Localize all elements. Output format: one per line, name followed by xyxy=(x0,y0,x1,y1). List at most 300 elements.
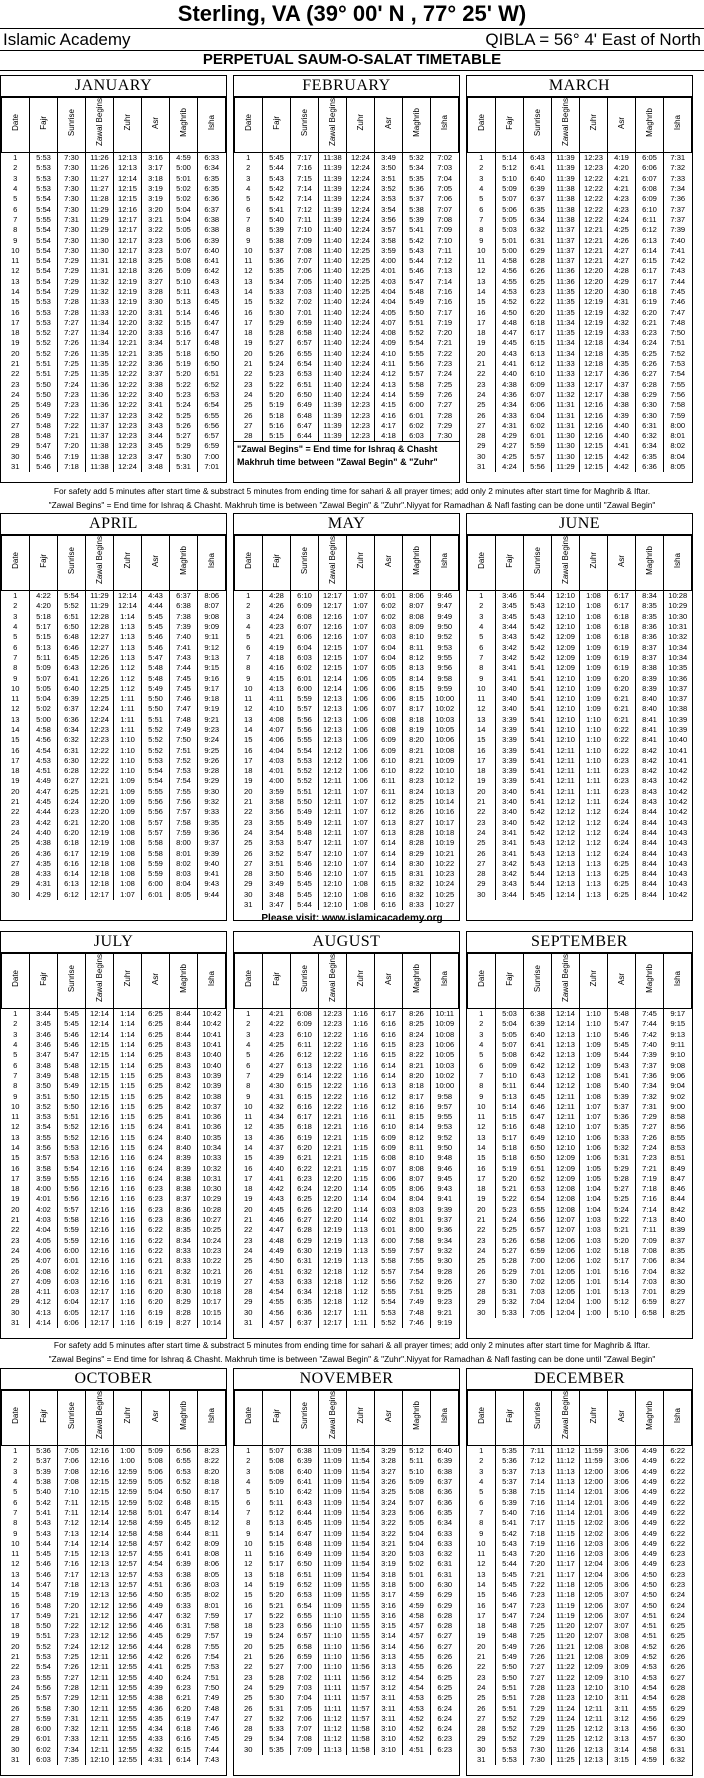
time-cell: 4:04 xyxy=(30,1225,58,1235)
time-cell: 10:17 xyxy=(198,1297,226,1307)
time-cell: 1:00 xyxy=(114,1456,142,1466)
time-cell: 12:23 xyxy=(319,1009,347,1020)
time-cell: 30 xyxy=(244,1744,253,1754)
time-cell: 1:11 xyxy=(580,787,608,797)
time-cell: 4:47 xyxy=(30,787,58,797)
time-cell: 1:06 xyxy=(347,684,375,694)
time-cell: 5:20 xyxy=(496,1174,524,1184)
time-cell: 12:14 xyxy=(114,174,142,184)
time-cell: 5:08 xyxy=(170,256,198,266)
column-header-label: Maghrib xyxy=(412,108,421,137)
table-row xyxy=(468,1456,692,1466)
time-cell: 3:40 xyxy=(496,787,524,797)
time-cell: 6:10 xyxy=(524,369,552,379)
time-cell: 7:45 xyxy=(664,287,692,297)
time-cell: 6:36 xyxy=(170,1580,198,1590)
time-cell: 12:23 xyxy=(86,725,114,735)
time-cell: 12:22 xyxy=(86,766,114,776)
time-cell: 19 xyxy=(2,1631,30,1641)
time-cell: 12:24 xyxy=(347,184,375,194)
column-header xyxy=(170,536,198,591)
time-cell: 10:30 xyxy=(198,1184,226,1194)
time-cell: 8:44 xyxy=(170,1009,198,1020)
time-cell: 20 xyxy=(244,1204,253,1214)
time-cell: 5:45 xyxy=(608,1040,636,1050)
time-cell: 5:27 xyxy=(496,1246,524,1256)
table-row xyxy=(468,745,692,755)
time-cell: 6:09 xyxy=(375,745,403,755)
time-cell: 1:07 xyxy=(347,797,375,807)
time-cell: 6:24 xyxy=(608,818,636,828)
time-cell: 5:05 xyxy=(496,1030,524,1040)
time-cell: 12:22 xyxy=(580,215,608,225)
column-header-row xyxy=(468,536,692,591)
time-cell: 6:25 xyxy=(636,349,664,359)
table-row xyxy=(2,642,226,652)
table-row xyxy=(235,1019,459,1029)
table-row xyxy=(2,797,226,807)
column-header xyxy=(496,98,524,153)
time-cell: 21 xyxy=(468,797,496,807)
time-cell: 8:30 xyxy=(403,859,431,869)
time-cell: 6:14 xyxy=(291,1071,319,1081)
time-cell: 5:50 xyxy=(58,1102,86,1112)
time-cell: 5:09 xyxy=(170,266,198,276)
time-cell: 2 xyxy=(13,1019,18,1029)
time-cell: 6:30 xyxy=(291,1246,319,1256)
time-cell: 3:42 xyxy=(496,653,524,663)
time-cell: 8:03 xyxy=(170,869,198,879)
time-cell: 15 xyxy=(2,1590,30,1600)
time-cell: 6:24 xyxy=(58,797,86,807)
time-cell: 1:08 xyxy=(114,869,142,879)
time-cell: 11:29 xyxy=(86,204,114,214)
time-cell: 7:08 xyxy=(291,1734,319,1744)
time-cell: 6:09 xyxy=(375,1143,403,1153)
time-cell: 6:31 xyxy=(170,1621,198,1631)
time-cell: 1:06 xyxy=(347,766,375,776)
time-cell: 10:42 xyxy=(664,766,692,776)
time-cell: 3:13 xyxy=(375,1652,403,1662)
column-header-label: Asr xyxy=(384,1410,393,1422)
time-cell: 6:29 xyxy=(636,390,664,400)
table-row xyxy=(468,410,692,420)
time-cell: 6:40 xyxy=(291,1467,319,1477)
time-cell: 12:19 xyxy=(580,318,608,328)
column-header xyxy=(263,1391,291,1446)
month-table-june xyxy=(466,513,693,921)
column-header-label: Zawal Begins xyxy=(95,954,104,1003)
time-cell: 10:36 xyxy=(198,1112,226,1122)
table-row xyxy=(468,1215,692,1225)
time-cell: 6:00 xyxy=(30,1724,58,1734)
time-cell: 8:12 xyxy=(403,1133,431,1143)
time-cell: 14 xyxy=(11,725,20,734)
time-cell: 9:15 xyxy=(198,663,226,673)
table-row xyxy=(2,1549,226,1559)
time-cell: 3 xyxy=(2,612,30,622)
time-cell: 14 xyxy=(11,1143,20,1152)
time-cell: 3:13 xyxy=(608,1724,636,1734)
time-cell: 5:07 xyxy=(496,194,524,204)
time-cell: 6:27 xyxy=(291,1215,319,1225)
time-cell: 6:38 xyxy=(198,215,226,225)
time-cell: 5:33 xyxy=(608,1133,636,1143)
time-cell: 5:34 xyxy=(263,1734,291,1744)
table-row xyxy=(235,194,459,204)
time-cell: 11:34 xyxy=(86,328,114,338)
time-cell: 4:34 xyxy=(496,400,524,410)
time-cell: 6:50 xyxy=(198,359,226,369)
time-cell: 5:11 xyxy=(263,1497,291,1507)
table-row xyxy=(468,642,692,652)
time-cell: 5:42 xyxy=(403,235,431,245)
time-cell: 12:09 xyxy=(552,1163,580,1173)
time-cell: 6:27 xyxy=(431,1642,459,1652)
time-cell: 5:57 xyxy=(30,1693,58,1703)
column-header-label: Asr xyxy=(384,973,393,985)
table-row xyxy=(2,390,226,400)
time-cell: 7:16 xyxy=(58,1559,86,1569)
time-cell: 6:38 xyxy=(431,1467,459,1477)
time-cell: 1:12 xyxy=(580,838,608,848)
column-header xyxy=(114,98,142,153)
table-row xyxy=(468,663,692,673)
table-row xyxy=(2,1174,226,1184)
time-cell: 5:41 xyxy=(524,704,552,714)
time-cell: 3:52 xyxy=(30,1102,58,1112)
time-cell: 5:23 xyxy=(263,369,291,379)
time-cell: 1:06 xyxy=(347,745,375,755)
time-cell: 12 xyxy=(11,266,20,276)
time-cell: 5:42 xyxy=(524,818,552,828)
time-cell: 12:56 xyxy=(114,1642,142,1652)
time-cell: 6:59 xyxy=(198,441,226,451)
time-cell: 5:05 xyxy=(403,1518,431,1528)
time-cell: 10 xyxy=(11,1101,20,1111)
time-cell: 7:33 xyxy=(664,174,692,184)
table-row xyxy=(468,246,692,256)
time-cell: 3:59 xyxy=(30,1174,58,1184)
time-cell: 20 xyxy=(477,1641,486,1651)
table-row xyxy=(468,735,692,745)
time-cell: 8:35 xyxy=(636,601,664,611)
time-cell: 8:20 xyxy=(403,1071,431,1081)
time-cell: 1:07 xyxy=(347,622,375,632)
column-header xyxy=(375,536,403,591)
column-header-label: Date xyxy=(477,114,486,131)
table-row xyxy=(468,266,692,276)
time-cell: 6:04 xyxy=(58,1297,86,1307)
time-cell: 7:44 xyxy=(636,1019,664,1029)
time-cell: 7:14 xyxy=(524,1477,552,1487)
time-cell: 6:09 xyxy=(291,1019,319,1029)
time-cell: 4:45 xyxy=(496,338,524,348)
time-cell: 3:20 xyxy=(142,204,170,214)
time-cell: 6:33 xyxy=(198,153,226,164)
time-cell: 7:55 xyxy=(664,380,692,390)
time-cell: 4:46 xyxy=(142,1621,170,1631)
time-cell: 10:43 xyxy=(664,869,692,879)
time-cell: 4:24 xyxy=(263,612,291,622)
time-cell: 12:10 xyxy=(552,725,580,735)
column-header-row xyxy=(235,1391,459,1446)
time-cell: 8:37 xyxy=(636,642,664,652)
time-cell: 11:18 xyxy=(552,1590,580,1600)
time-cell: 6:06 xyxy=(375,1174,403,1184)
time-cell: 13 xyxy=(2,1133,30,1143)
time-cell: 6:22 xyxy=(664,1518,692,1528)
time-cell: 4:57 xyxy=(263,1318,291,1328)
time-cell: 7:10 xyxy=(431,235,459,245)
time-cell: 1:10 xyxy=(580,1019,608,1029)
time-cell: 1:09 xyxy=(114,797,142,807)
time-cell: 4 xyxy=(246,1477,251,1487)
time-cell: 11:40 xyxy=(319,390,347,400)
time-cell: 12:21 xyxy=(86,776,114,786)
time-cell: 12:05 xyxy=(552,1266,580,1276)
time-cell: 7:39 xyxy=(664,225,692,235)
time-cell: 7:00 xyxy=(198,452,226,462)
time-cell: 11:30 xyxy=(552,441,580,451)
time-cell: 5 xyxy=(2,1487,30,1497)
time-cell: 1:16 xyxy=(114,1246,142,1256)
time-cell: 14 xyxy=(477,287,486,296)
time-cell: 12:16 xyxy=(114,204,142,214)
time-cell: 6:34 xyxy=(636,441,664,451)
month-table-december xyxy=(466,1368,693,1776)
time-cell: 8:43 xyxy=(170,1050,198,1060)
time-cell: 3:40 xyxy=(496,694,524,704)
time-cell: 12:11 xyxy=(319,787,347,797)
time-cell: 9:23 xyxy=(198,725,226,735)
time-cell: 4:25 xyxy=(496,452,524,462)
time-cell: 12:21 xyxy=(319,1163,347,1173)
table-row xyxy=(2,1662,226,1672)
time-cell: 4:52 xyxy=(636,1642,664,1652)
time-cell: 4:05 xyxy=(30,1236,58,1246)
time-cell: 8:41 xyxy=(636,725,664,735)
time-cell: 4:10 xyxy=(375,349,403,359)
time-cell: 6 xyxy=(246,1060,251,1070)
time-cell: 6:59 xyxy=(291,1652,319,1662)
column-header xyxy=(375,954,403,1009)
table-row xyxy=(2,1528,226,1538)
column-header xyxy=(468,954,496,1009)
time-cell: 22 xyxy=(11,1225,20,1235)
time-cell: 1:08 xyxy=(114,838,142,848)
time-cell: 4:38 xyxy=(608,400,636,410)
time-cell: 13 xyxy=(468,1133,496,1143)
time-cell: 11:31 xyxy=(86,266,114,276)
time-cell: 12:24 xyxy=(347,225,375,235)
time-cell: 10:37 xyxy=(664,684,692,694)
time-cell: 6:15 xyxy=(375,1040,403,1050)
time-cell: 4:38 xyxy=(608,390,636,400)
time-cell: 6:22 xyxy=(664,1497,692,1507)
time-cell: 4:26 xyxy=(263,601,291,611)
time-cell: 4:13 xyxy=(30,1308,58,1318)
time-cell: 3:21 xyxy=(142,215,170,225)
column-header-label: Fajr xyxy=(39,1408,48,1423)
time-cell: 6:12 xyxy=(58,890,86,900)
time-cell: 6:32 xyxy=(431,1549,459,1559)
time-cell: 5:08 xyxy=(263,1467,291,1477)
time-cell: 6:01 xyxy=(375,1225,403,1235)
time-cell: 5:45 xyxy=(291,890,319,900)
table-row xyxy=(2,673,226,683)
time-cell: 5:08 xyxy=(263,1456,291,1466)
table-row xyxy=(468,1246,692,1256)
time-cell: 12:20 xyxy=(114,307,142,317)
time-cell: 7:30 xyxy=(58,204,86,214)
time-cell: 12:22 xyxy=(319,1081,347,1091)
time-cell: 18 xyxy=(477,766,486,776)
time-cell: 6:28 xyxy=(664,1693,692,1703)
time-cell: 5:10 xyxy=(608,1308,636,1318)
time-cell: 7:16 xyxy=(431,287,459,297)
time-cell: 3:41 xyxy=(142,400,170,410)
table-row xyxy=(468,756,692,766)
time-cell: 9 xyxy=(2,673,30,683)
time-cell: 11 xyxy=(468,1549,496,1559)
time-cell: 3:43 xyxy=(142,421,170,431)
time-cell: 12:13 xyxy=(580,1755,608,1765)
time-cell: 4:36 xyxy=(142,1703,170,1713)
time-cell: 11:40 xyxy=(319,359,347,369)
time-cell: 11:54 xyxy=(347,1508,375,1518)
time-cell: 3:46 xyxy=(30,1030,58,1040)
column-header-label: Maghrib xyxy=(645,546,654,575)
time-cell: 8:08 xyxy=(403,1163,431,1173)
month-name: JULY xyxy=(1,932,226,953)
time-cell: 4:04 xyxy=(375,297,403,307)
time-cell: 6:23 xyxy=(431,1734,459,1744)
column-header xyxy=(263,536,291,591)
time-cell: 10:37 xyxy=(664,694,692,704)
column-header-label: Sunrise xyxy=(300,964,309,993)
time-cell: 3:55 xyxy=(263,818,291,828)
time-cell: 12:21 xyxy=(580,256,608,266)
time-cell: 17 xyxy=(235,1611,263,1621)
time-cell: 25 xyxy=(468,1256,496,1266)
time-cell: 4:01 xyxy=(30,1194,58,1204)
time-cell: 12:57 xyxy=(114,1580,142,1590)
table-row xyxy=(235,1570,459,1580)
time-cell: 9:30 xyxy=(431,1256,459,1266)
time-cell: 1:16 xyxy=(347,1071,375,1081)
table-row xyxy=(2,1518,226,1528)
time-cell: 5:47 xyxy=(496,1600,524,1610)
time-cell: 11:55 xyxy=(347,1621,375,1631)
time-cell: 6:31 xyxy=(524,235,552,245)
table-row xyxy=(468,828,692,838)
table-row xyxy=(235,735,459,745)
time-cell: 5:22 xyxy=(170,380,198,390)
time-cell: 6:23 xyxy=(291,1174,319,1184)
time-cell: 5:51 xyxy=(30,359,58,369)
time-cell: 6:29 xyxy=(664,1703,692,1713)
time-cell: 10 xyxy=(477,245,486,255)
time-cell: 8:17 xyxy=(403,704,431,714)
time-cell: 5:45 xyxy=(58,1009,86,1020)
column-header-label: Asr xyxy=(151,555,160,567)
column-header xyxy=(58,536,86,591)
time-cell: 6:29 xyxy=(431,1590,459,1600)
table-row xyxy=(235,1215,459,1225)
time-cell: 4:42 xyxy=(608,452,636,462)
time-cell: 5:49 xyxy=(30,410,58,420)
time-cell: 5:53 xyxy=(30,163,58,173)
time-cell: 11:57 xyxy=(347,1714,375,1724)
time-cell: 12 xyxy=(477,1122,486,1132)
time-cell: 30 xyxy=(11,1307,20,1317)
column-header xyxy=(198,98,226,153)
column-header-label: Fajr xyxy=(272,1408,281,1423)
time-cell: 5:50 xyxy=(30,390,58,400)
time-cell: 1:13 xyxy=(580,890,608,900)
time-cell: 1:12 xyxy=(114,684,142,694)
table-row xyxy=(2,1590,226,1600)
time-cell: 5:54 xyxy=(30,246,58,256)
time-cell: 11:39 xyxy=(319,421,347,431)
time-cell: 11:34 xyxy=(552,349,580,359)
time-cell: 10:25 xyxy=(431,890,459,900)
time-cell: 10:42 xyxy=(664,807,692,817)
time-cell: 6:48 xyxy=(291,1539,319,1549)
time-cell: 1:11 xyxy=(114,725,142,735)
time-cell: 1:08 xyxy=(114,848,142,858)
time-cell: 6:13 xyxy=(375,1081,403,1091)
time-cell: 6:23 xyxy=(664,1570,692,1580)
column-header xyxy=(496,536,524,591)
time-cell: 4:11 xyxy=(30,1287,58,1297)
column-header-label: Fajr xyxy=(505,1408,514,1423)
time-cell: 7:30 xyxy=(524,1755,552,1765)
time-cell: 7:26 xyxy=(431,390,459,400)
time-cell: 12:59 xyxy=(114,1467,142,1477)
time-cell: 4:20 xyxy=(30,601,58,611)
time-cell: 12:24 xyxy=(114,462,142,472)
time-cell: 12:10 xyxy=(319,859,347,869)
time-cell: 12:16 xyxy=(580,421,608,431)
column-header xyxy=(30,1391,58,1446)
time-cell: 1:13 xyxy=(347,1225,375,1235)
time-cell: 29 xyxy=(2,879,30,889)
time-cell: 12:25 xyxy=(86,684,114,694)
table-row xyxy=(2,1215,226,1225)
time-cell: 10 xyxy=(244,245,253,255)
time-cell: 6:47 xyxy=(291,1528,319,1538)
time-cell: 10 xyxy=(244,1538,253,1548)
time-cell: 14 xyxy=(477,1143,486,1152)
column-header xyxy=(468,98,496,153)
time-cell: 3:14 xyxy=(375,1642,403,1652)
column-header-label: Date xyxy=(477,552,486,569)
time-cell: 23 xyxy=(468,1673,496,1683)
time-cell: 6:18 xyxy=(170,1724,198,1734)
time-cell: 7:59 xyxy=(664,410,692,420)
time-cell: 4:58 xyxy=(496,256,524,266)
time-cell: 9:41 xyxy=(198,869,226,879)
time-cell: 7:44 xyxy=(170,663,198,673)
time-cell: 15 xyxy=(235,297,263,307)
table-row xyxy=(235,673,459,683)
time-cell: 3 xyxy=(235,174,263,184)
time-cell: 1:16 xyxy=(114,1153,142,1163)
time-cell: 1:14 xyxy=(114,1060,142,1070)
time-cell: 1 xyxy=(235,1446,263,1457)
